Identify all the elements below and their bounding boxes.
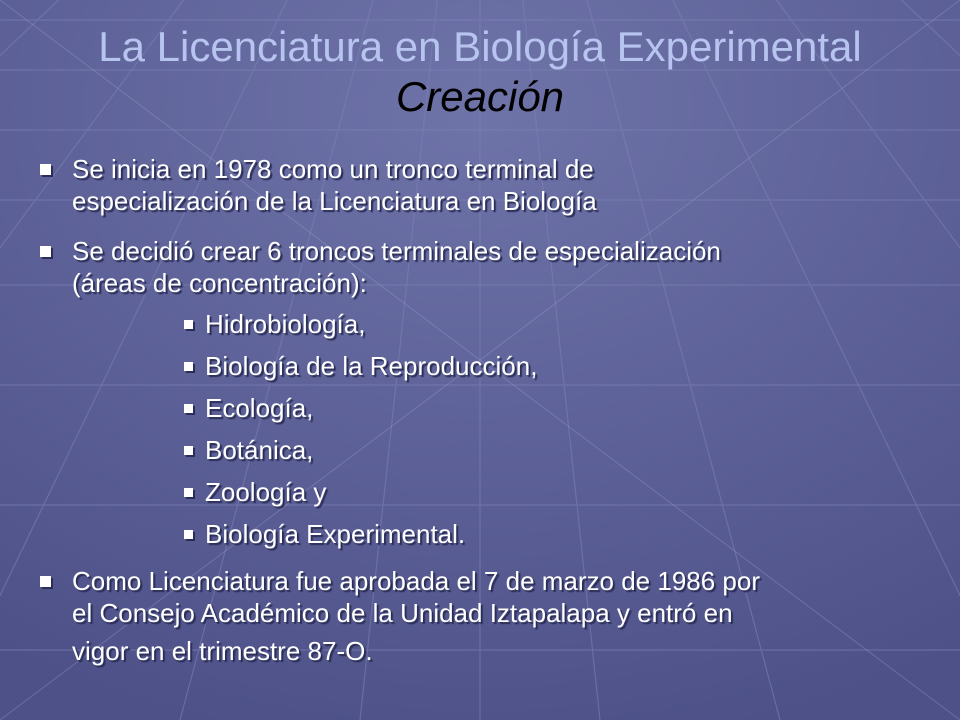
bullet-text-line: especialización de la Licenciatura en Biología (72, 186, 597, 216)
square-bullet-icon (184, 320, 193, 329)
title-line-1: La Licenciatura en Biología Experimental (98, 23, 862, 70)
sub-bullet-text: Biología Experimental. (205, 519, 466, 549)
sub-bullet-text: Hidrobiología, (205, 309, 366, 339)
sub-bullet-text: Botánica, (205, 435, 314, 465)
square-bullet-icon (184, 488, 193, 497)
square-bullet-icon (184, 530, 193, 539)
bullet-text-line: (áreas de concentración): (72, 268, 367, 298)
square-bullet-icon (40, 246, 51, 257)
sub-bullet-text: Ecología, (205, 393, 314, 423)
bullet-text-line: Se inicia en 1978 como un tronco terminal de (72, 154, 594, 184)
square-bullet-icon (184, 362, 193, 371)
square-bullet-icon (40, 164, 51, 175)
square-bullet-icon (184, 404, 193, 413)
bullet-text-line: el Consejo Académico de la Unidad Iztapalapa y entró en (72, 598, 733, 628)
slide-title (0, 22, 960, 122)
square-bullet-icon (40, 576, 51, 587)
bullet-text-line: vigor en el trimestre 87-O. (72, 636, 373, 666)
bullet-text-line: Se decidió crear 6 troncos terminales de especialización (72, 236, 721, 266)
title-line-2: Creación (395, 73, 565, 120)
sub-bullet-text: Biología de la Reproducción, (205, 351, 538, 381)
sub-bullet-text: Zoología y (205, 477, 327, 507)
bullet-text-line: Como Licenciatura fue aprobada el 7 de marzo de 1986 por (72, 566, 760, 596)
square-bullet-icon (184, 446, 193, 455)
